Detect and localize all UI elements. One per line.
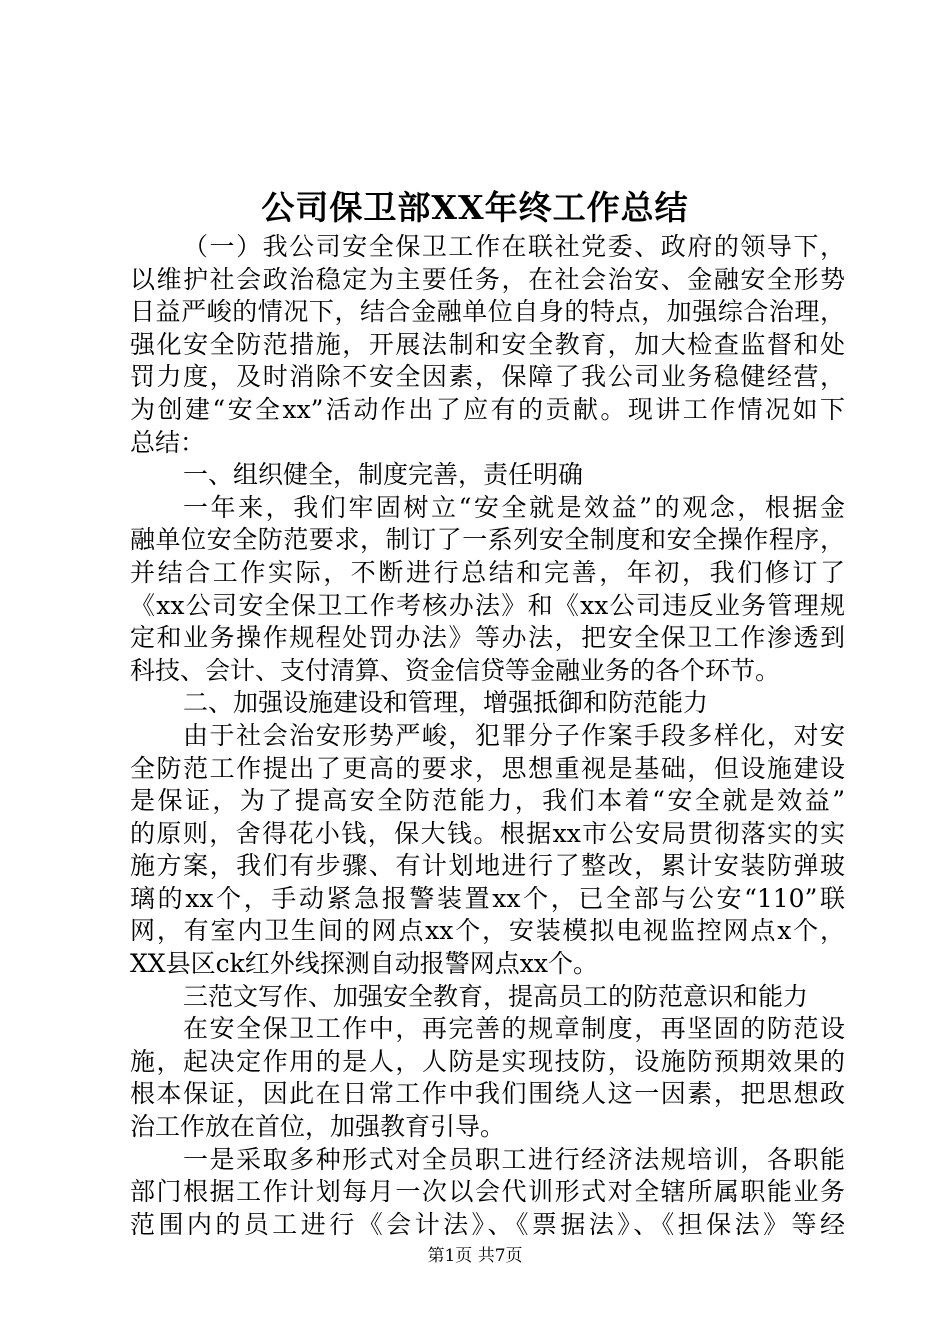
paragraph-line: 以维护社会政治稳定为主要任务，在社会治安、金融安全形势 — [130, 264, 845, 294]
paragraph-line: 根本保证，因此在日常工作中我们围绕人这一因素，把思想政 — [130, 1079, 845, 1109]
paragraph-line: 在安全保卫工作中，再完善的规章制度，再坚固的防范设 — [183, 1014, 845, 1044]
paragraph-line: 为创建“安全xx”活动作出了应有的贡献。现讲工作情况如下 — [130, 394, 845, 424]
paragraph-line: 治工作放在首位，加强教育引导。 — [130, 1112, 506, 1142]
paragraph-line: 融单位安全防范要求，制订了一系列安全制度和安全操作程序， — [130, 525, 845, 555]
page-number-footer: 第1页 共7页 — [427, 1246, 523, 1266]
paragraph-line: 范围内的员工进行《会计法》、《票据法》、《担保法》等经 — [130, 1209, 845, 1239]
paragraph-line: 并结合工作实际，不断进行总结和完善，年初，我们修订了 — [130, 557, 845, 587]
paragraph-line: 全防范工作提出了更高的要求，思想重视是基础，但设施建设 — [130, 753, 845, 783]
paragraph-line: 是保证，为了提高安全防范能力，我们本着“安全就是效益” — [130, 786, 845, 816]
paragraph-line: 施，起决定作用的是人，人防是实现技防，设施防预期效果的 — [130, 1046, 845, 1076]
paragraph-line: 网，有室内卫生间的网点xx个，安装模拟电视监控网点x个， — [130, 916, 845, 946]
paragraph-line: 由于社会治安形势严峻，犯罪分子作案手段多样化，对安 — [183, 720, 845, 750]
paragraph-line: 一年来，我们牢固树立“安全就是效益”的观念，根据金 — [183, 492, 845, 522]
paragraph-line: 罚力度，及时消除不安全因素，保障了我公司业务稳健经营， — [130, 362, 845, 392]
paragraph-line: 《xx公司安全保卫工作考核办法》和《xx公司违反业务管理规 — [130, 590, 845, 620]
paragraph-line: 一是采取多种形式对全员职工进行经济法规培训，各职能 — [183, 1144, 845, 1174]
paragraph-line: 总结： — [130, 427, 206, 457]
section-heading: 三范文写作、加强安全教育，提高员工的防范意识和能力 — [183, 981, 809, 1011]
paragraph-line: （一）我公司安全保卫工作在联社党委、政府的领导下， — [183, 232, 845, 261]
section-heading: 二、加强设施建设和管理，增强抵御和防范能力 — [183, 688, 709, 718]
section-heading: 一、组织健全，制度完善，责任明确 — [183, 460, 584, 490]
paragraph-line: 施方案，我们有步骤、有计划地进行了整改，累计安装防弹玻 — [130, 851, 845, 881]
paragraph-line: 日益严峻的情况下，结合金融单位自身的特点，加强综合治理， — [130, 297, 845, 327]
paragraph-line: 科技、会计、支付清算、资金信贷等金融业务的各个环节。 — [130, 655, 781, 685]
paragraph-line: 部门根据工作计划每月一次以会代训形式对全辖所属职能业务 — [130, 1177, 845, 1207]
paragraph-line: XX县区ck红外线探测自动报警网点xx个。 — [130, 949, 598, 979]
paragraph-line: 定和业务操作规程处罚办法》等办法，把安全保卫工作渗透到 — [130, 623, 845, 653]
paragraph-line: 璃的xx个，手动紧急报警装置xx个，已全部与公安“110”联 — [130, 883, 845, 913]
paragraph-line: 强化安全防范措施，开展法制和安全教育，加大检查监督和处 — [130, 329, 845, 359]
document-body — [130, 231, 845, 1241]
document-title: 公司保卫部XX年终工作总结 — [261, 188, 689, 227]
paragraph-line: 的原则，舍得花小钱，保大钱。根据xx市公安局贯彻落实的实 — [130, 818, 845, 848]
